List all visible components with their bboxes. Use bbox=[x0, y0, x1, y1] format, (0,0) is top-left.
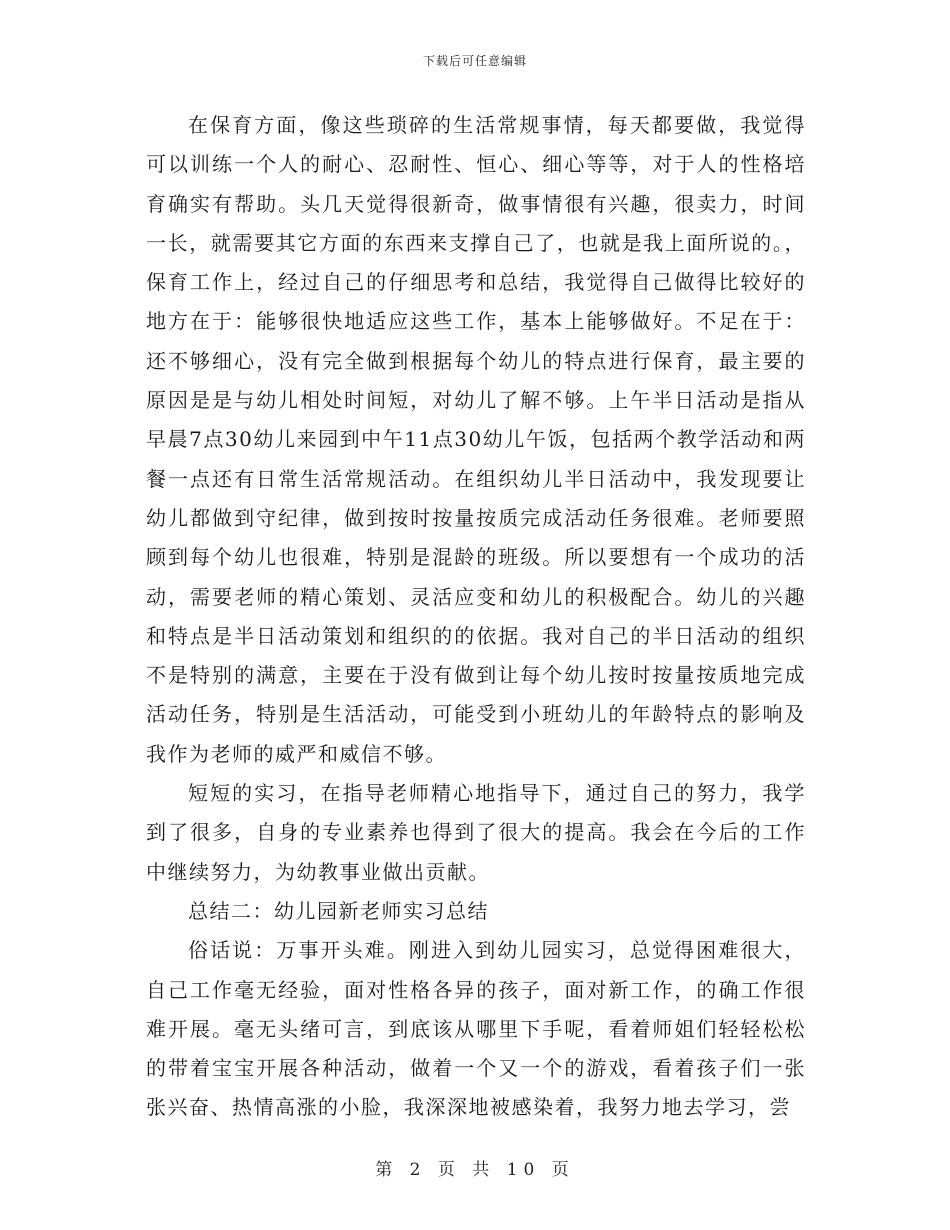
paragraph-proverb: 俗话说：万事开头难。刚进入到幼儿园实习，总觉得困难很大，自己工作毫无经验，面对性格各异的孩子，面对新工作，的确工作很难开展。毫无头绪可言，到底该从哪里下手呢，看着师姐们轻轻松松的带着宝宝开展各种活动，做着一个又一个的游戏，看着孩子们一张张兴奋、热情高涨的小脸，我深深地被感染着，我努力地去学习，尝 bbox=[146, 938, 806, 1120]
paragraph-childcare: 在保育方面，像这些琐碎的生活常规事情，每天都要做，我觉得可以训练一个人的耐心、忍耐性、恒心、细心等等，对于人的性格培育确实有帮助。头几天觉得很新奇，做事情很有兴趣，很卖力，时间一长，就需要其它方面的东西来支撑自己了，也就是我上面所说的。，保育工作上，经过自己的仔细思考和总结，我觉得自己做得比较好的地方在于：能够很快地适应这些工作，基本上能够做好。不足在于：还不够细心，没有完全做到根据每个幼儿的特点进行保育，最主要的原因是是与幼儿相处时间短，对幼儿了解不够。上午半日活动是指从早晨7点30幼儿来园到中午11点30幼儿午饭，包括两个教学活动和两餐一点还有日常生活常规活动。在组织幼儿半日活动中，我发现要让幼儿都做到守纪律，做到按时按量按质完成活动任务很难。老师要照顾到每个幼儿也很难，特别是混龄的班级。所以要想有一个成功的活动，需要老师的精心策划、灵活应变和幼儿的积极配合。幼儿的兴趣和特点是半日活动策划和组织的的依据。我对自己的半日活动的组织不是特别的满意，主要在于没有做到让每个幼儿按时按量按质地完成活动任务，特别是生活活动，可能受到小班幼儿的年龄特点的影响及我作为老师的威严和威信不够。 bbox=[146, 113, 806, 766]
page-number-footer: 第 2 页 共 10 页 bbox=[375, 1160, 575, 1180]
document-body bbox=[146, 106, 806, 1128]
paragraph-conclusion: 短短的实习，在指导老师精心地指导下，通过自己的努力，我学到了很多，自身的专业素养也得到了很大的提高。我会在今后的工作中继续努力，为幼教事业做出贡献。 bbox=[146, 781, 806, 884]
section-heading-summary-two: 总结二：幼儿园新老师实习总结 bbox=[188, 898, 489, 923]
page-header-note: 下载后可任意编辑 bbox=[422, 54, 527, 68]
